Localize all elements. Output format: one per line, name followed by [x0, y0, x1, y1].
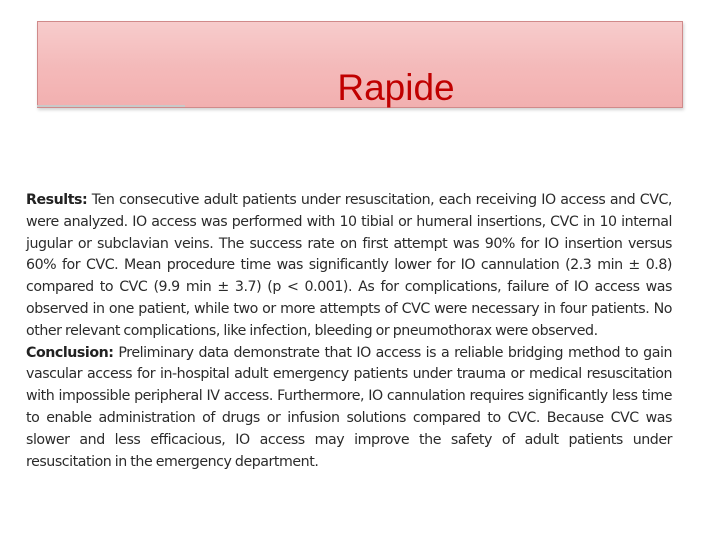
conclusion-paragraph — [26, 343, 672, 474]
results-text: Ten consecutive adult patients under resuscitation, each receiving IO access and CVC, were analyzed. IO access was performed with 10 tibial or humeral insertions, CVC in 10 internal jugular or subclavian veins. The success rate on first attempt was 90% for IO insertion versus 60% for CVC. Mean procedure time was significantly lower for IO cannulation (2.3 min ± 0.8) compared to CVC (9.9 min ± 3.7) (p < 0.001). As for complications, failure of IO access was observed in one patient, while two or more attempts of CVC were necessary in four patients. No other relevant complications, like infection, bleeding or pneumothorax were observed. — [26, 192, 672, 339]
slide-title: Rapide — [337, 67, 455, 108]
abstract-excerpt — [26, 190, 672, 473]
conclusion-text: Preliminary data demonstrate that IO access is a reliable bridging method to gain vascular access for in-hospital adult emergency patients under trauma or medical resuscitation with impossible peripheral IV access. Furthermore, IO cannulation requires significantly less time to enable administration of drugs or infusion solutions compared to CVC. Because CVC was slower and less efficacious, IO access may improve the safety of adult patients under resuscitation in the emergency department. — [26, 344, 672, 470]
results-paragraph — [26, 190, 672, 343]
title-banner — [37, 21, 683, 108]
conclusion-label: Conclusion: — [26, 344, 114, 361]
title-underline-divider — [37, 105, 185, 107]
results-label: Results: — [26, 192, 88, 208]
